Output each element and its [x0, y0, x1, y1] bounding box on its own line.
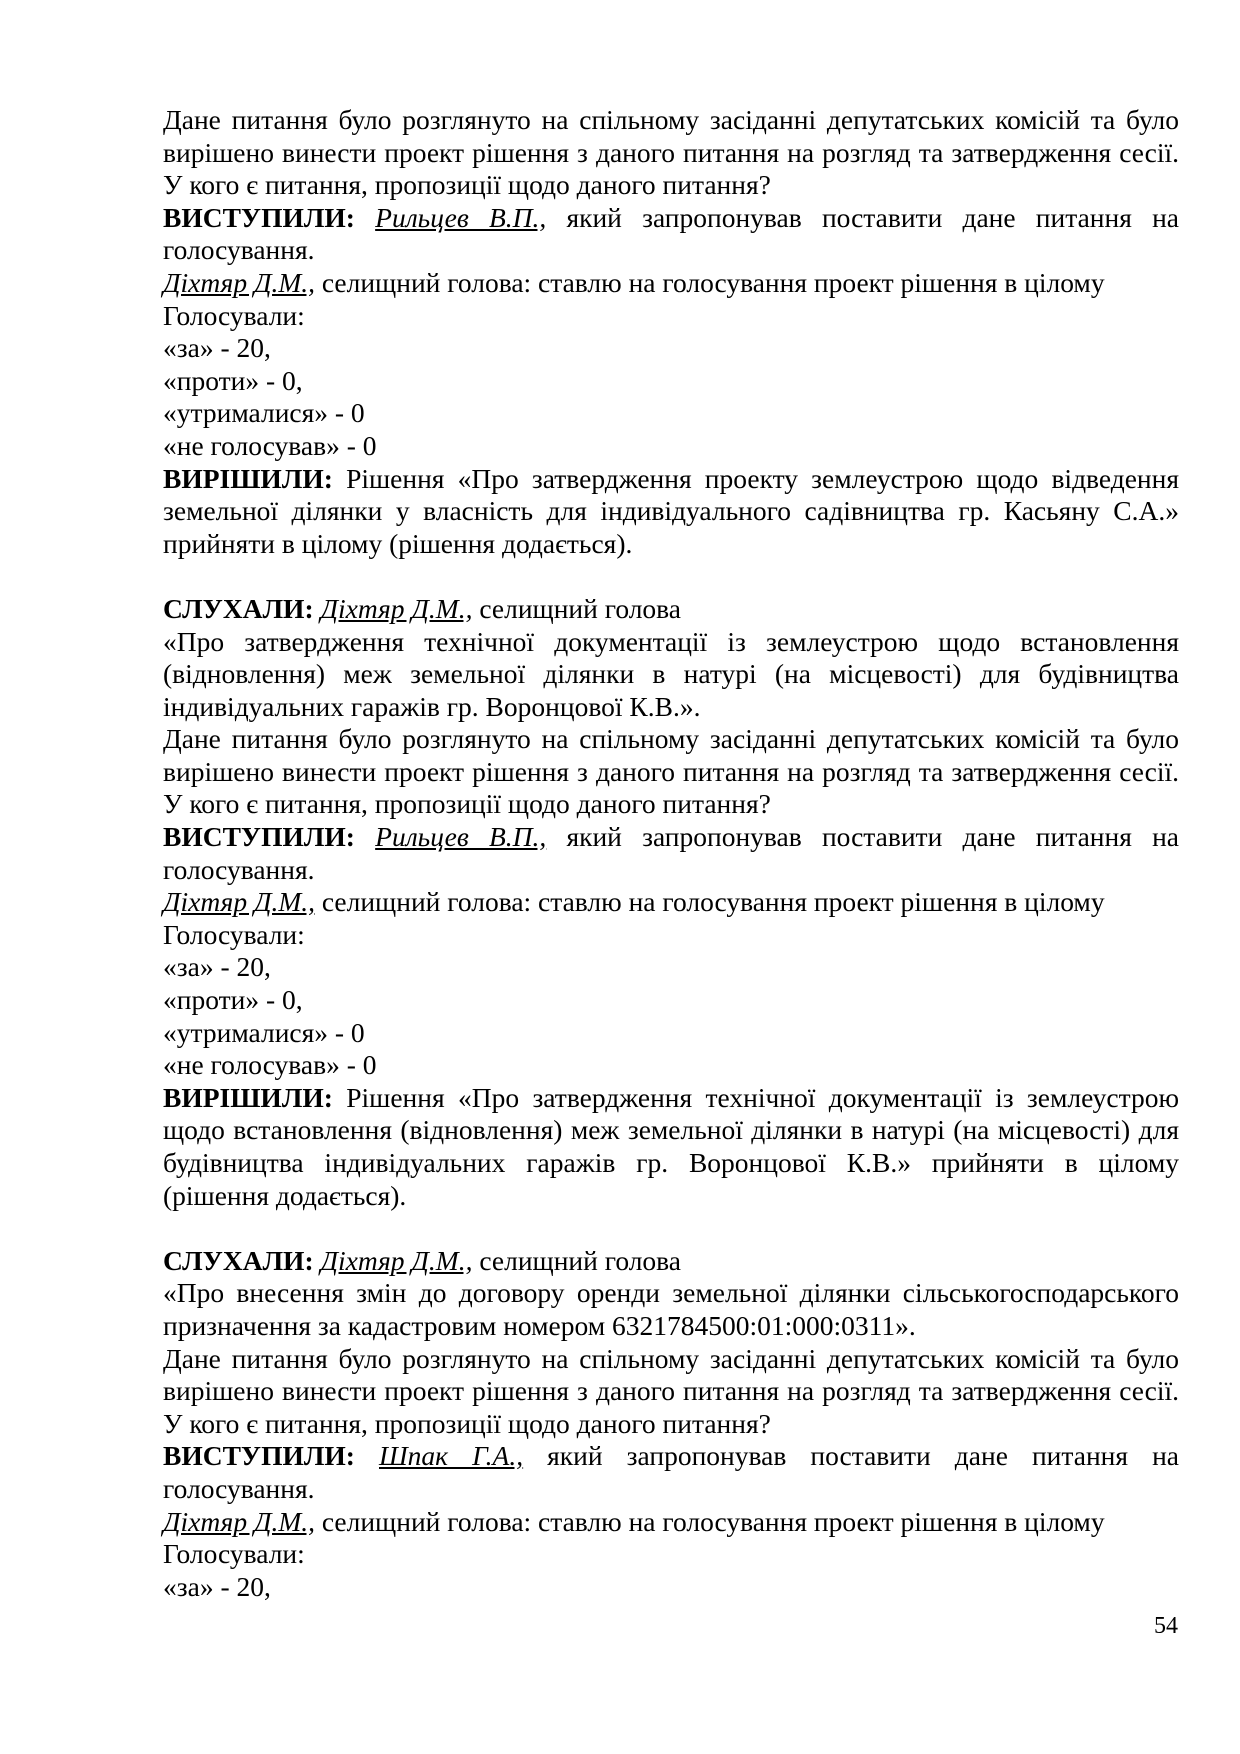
paragraph-text: Рішення «Про затвердження технічної документації із землеустрою щодо встановлення (відновлення) меж земельної ділянки в натурі (на місцевості) для будівництва індивідуальних гаражів гр. Воронцової К.В.» прийняти в цілому (рішення додається). [163, 1081, 1180, 1211]
paragraph-text: селищний голова: ставлю на голосування проект рішення в цілому [314, 886, 1105, 918]
person-name: Діхтяр Д.М., [163, 886, 315, 918]
paragraph-text: «утрималися» - 0 [163, 1016, 365, 1048]
paragraph-text: «за» - 20, [163, 332, 271, 364]
paragraph [163, 1245, 1179, 1278]
paragraph [163, 919, 1179, 952]
paragraph [163, 1049, 1179, 1082]
section-label: ВИСТУПИЛИ: [163, 821, 355, 853]
paragraph [163, 332, 1179, 365]
paragraph-text: «Про затвердження технічної документації із землеустрою щодо встановлення (відновлення) меж земельної ділянки в натурі (на місцевості) для будівництва індивідуальних гаражів гр. Воронцової К.В.». [163, 625, 1179, 722]
person-name: Рильцев В.П., [375, 821, 547, 853]
paragraph [163, 365, 1179, 398]
paragraph [163, 267, 1179, 300]
paragraph-text: який запропонував поставити дане питання на голосування. [163, 1440, 1180, 1504]
paragraph [163, 1506, 1179, 1539]
section-label: ВИСТУПИЛИ: [163, 201, 355, 233]
paragraph-text: Дане питання було розглянуто на спільному засіданні депутатських комісій та було вирішено винести проект рішення з даного питання на розгляд та затвердження сесії. У кого є питання, пропозиції щодо даного питання? [163, 1342, 1179, 1439]
paragraph-text: «проти» - 0, [163, 364, 303, 396]
paragraph-text: «не голосував» - 0 [163, 1049, 377, 1081]
paragraph [163, 1538, 1179, 1571]
person-name: Діхтяр Д.М., [163, 266, 315, 298]
paragraph [163, 886, 1179, 919]
person-name: Діхтяр Д.М., [320, 592, 473, 624]
paragraph-text: селищний голова: ставлю на голосування проект рішення в цілому [314, 1505, 1105, 1537]
section-label: ВИРІШИЛИ: [163, 462, 333, 494]
paragraph [163, 1017, 1179, 1050]
paragraph [163, 723, 1179, 821]
section-label: СЛУХАЛИ: [163, 1244, 314, 1276]
paragraph [163, 593, 1179, 626]
paragraph [163, 626, 1179, 724]
section-label: ВИСТУПИЛИ: [163, 1440, 355, 1472]
paragraph-text: селищний голова [472, 592, 682, 624]
document-body [163, 104, 1179, 1603]
person-name: Шпак Г.А., [379, 1440, 524, 1472]
paragraph-text: Голосували: [163, 1538, 305, 1570]
paragraph-text: який запропонував поставити дане питання на голосування. [163, 201, 1179, 266]
paragraph-text: Рішення «Про затвердження проекту землеустрою щодо відведення земельної ділянки у власність для індивідуального садівництва гр. Касьяну С.А.» прийняти в цілому (рішення додається). [163, 462, 1180, 559]
paragraph-text: Дане питання було розглянуто на спільному засіданні депутатських комісій та було вирішено винести проект рішення з даного питання на розгляд та затвердження сесії. У кого є питання, пропозиції щодо даного питання? [163, 104, 1179, 201]
section-label: ВИРІШИЛИ: [163, 1081, 333, 1113]
paragraph-text: «за» - 20, [163, 1570, 271, 1602]
paragraph [163, 1440, 1179, 1505]
paragraph-text: Дане питання було розглянуто на спільному засіданні депутатських комісій та було вирішено винести проект рішення з даного питання на розгляд та затвердження сесії. У кого є питання, пропозиції щодо даного питання? [163, 723, 1179, 820]
paragraph [163, 1571, 1179, 1604]
paragraph-text: який запропонував поставити дане питання на голосування. [163, 821, 1179, 885]
paragraph-text: «за» - 20, [163, 951, 271, 983]
paragraph [163, 300, 1179, 333]
paragraph-text: селищний голова [472, 1244, 682, 1276]
person-name: Діхтяр Д.М., [163, 1505, 315, 1537]
page-number: 54 [1154, 1613, 1178, 1639]
paragraph [163, 1277, 1179, 1342]
paragraph-text: «не голосував» - 0 [163, 429, 377, 461]
paragraph-text: Голосували: [163, 299, 305, 331]
paragraph [163, 430, 1179, 463]
section-label: СЛУХАЛИ: [163, 592, 314, 624]
paragraph [163, 104, 1179, 202]
paragraph [163, 984, 1179, 1017]
person-name: Рильцев В.П., [375, 201, 547, 233]
paragraph [163, 821, 1179, 886]
person-name: Діхтяр Д.М., [320, 1244, 473, 1276]
paragraph [163, 951, 1179, 984]
paragraph-text: Голосували: [163, 918, 305, 950]
section-gap [163, 1212, 1179, 1245]
paragraph [163, 1343, 1179, 1441]
paragraph [163, 1082, 1179, 1212]
section-gap [163, 560, 1179, 593]
paragraph-text: «Про внесення змін до договору оренди земельної ділянки сільськогосподарського призначення за кадастровим номером 6321784500:01:000:0311». [163, 1277, 1179, 1341]
paragraph [163, 397, 1179, 430]
paragraph [163, 202, 1179, 267]
paragraph-text: селищний голова: ставлю на голосування проект рішення в цілому [314, 266, 1105, 298]
paragraph-text: «проти» - 0, [163, 984, 303, 1016]
paragraph-text: «утрималися» - 0 [163, 397, 365, 429]
paragraph [163, 463, 1179, 561]
